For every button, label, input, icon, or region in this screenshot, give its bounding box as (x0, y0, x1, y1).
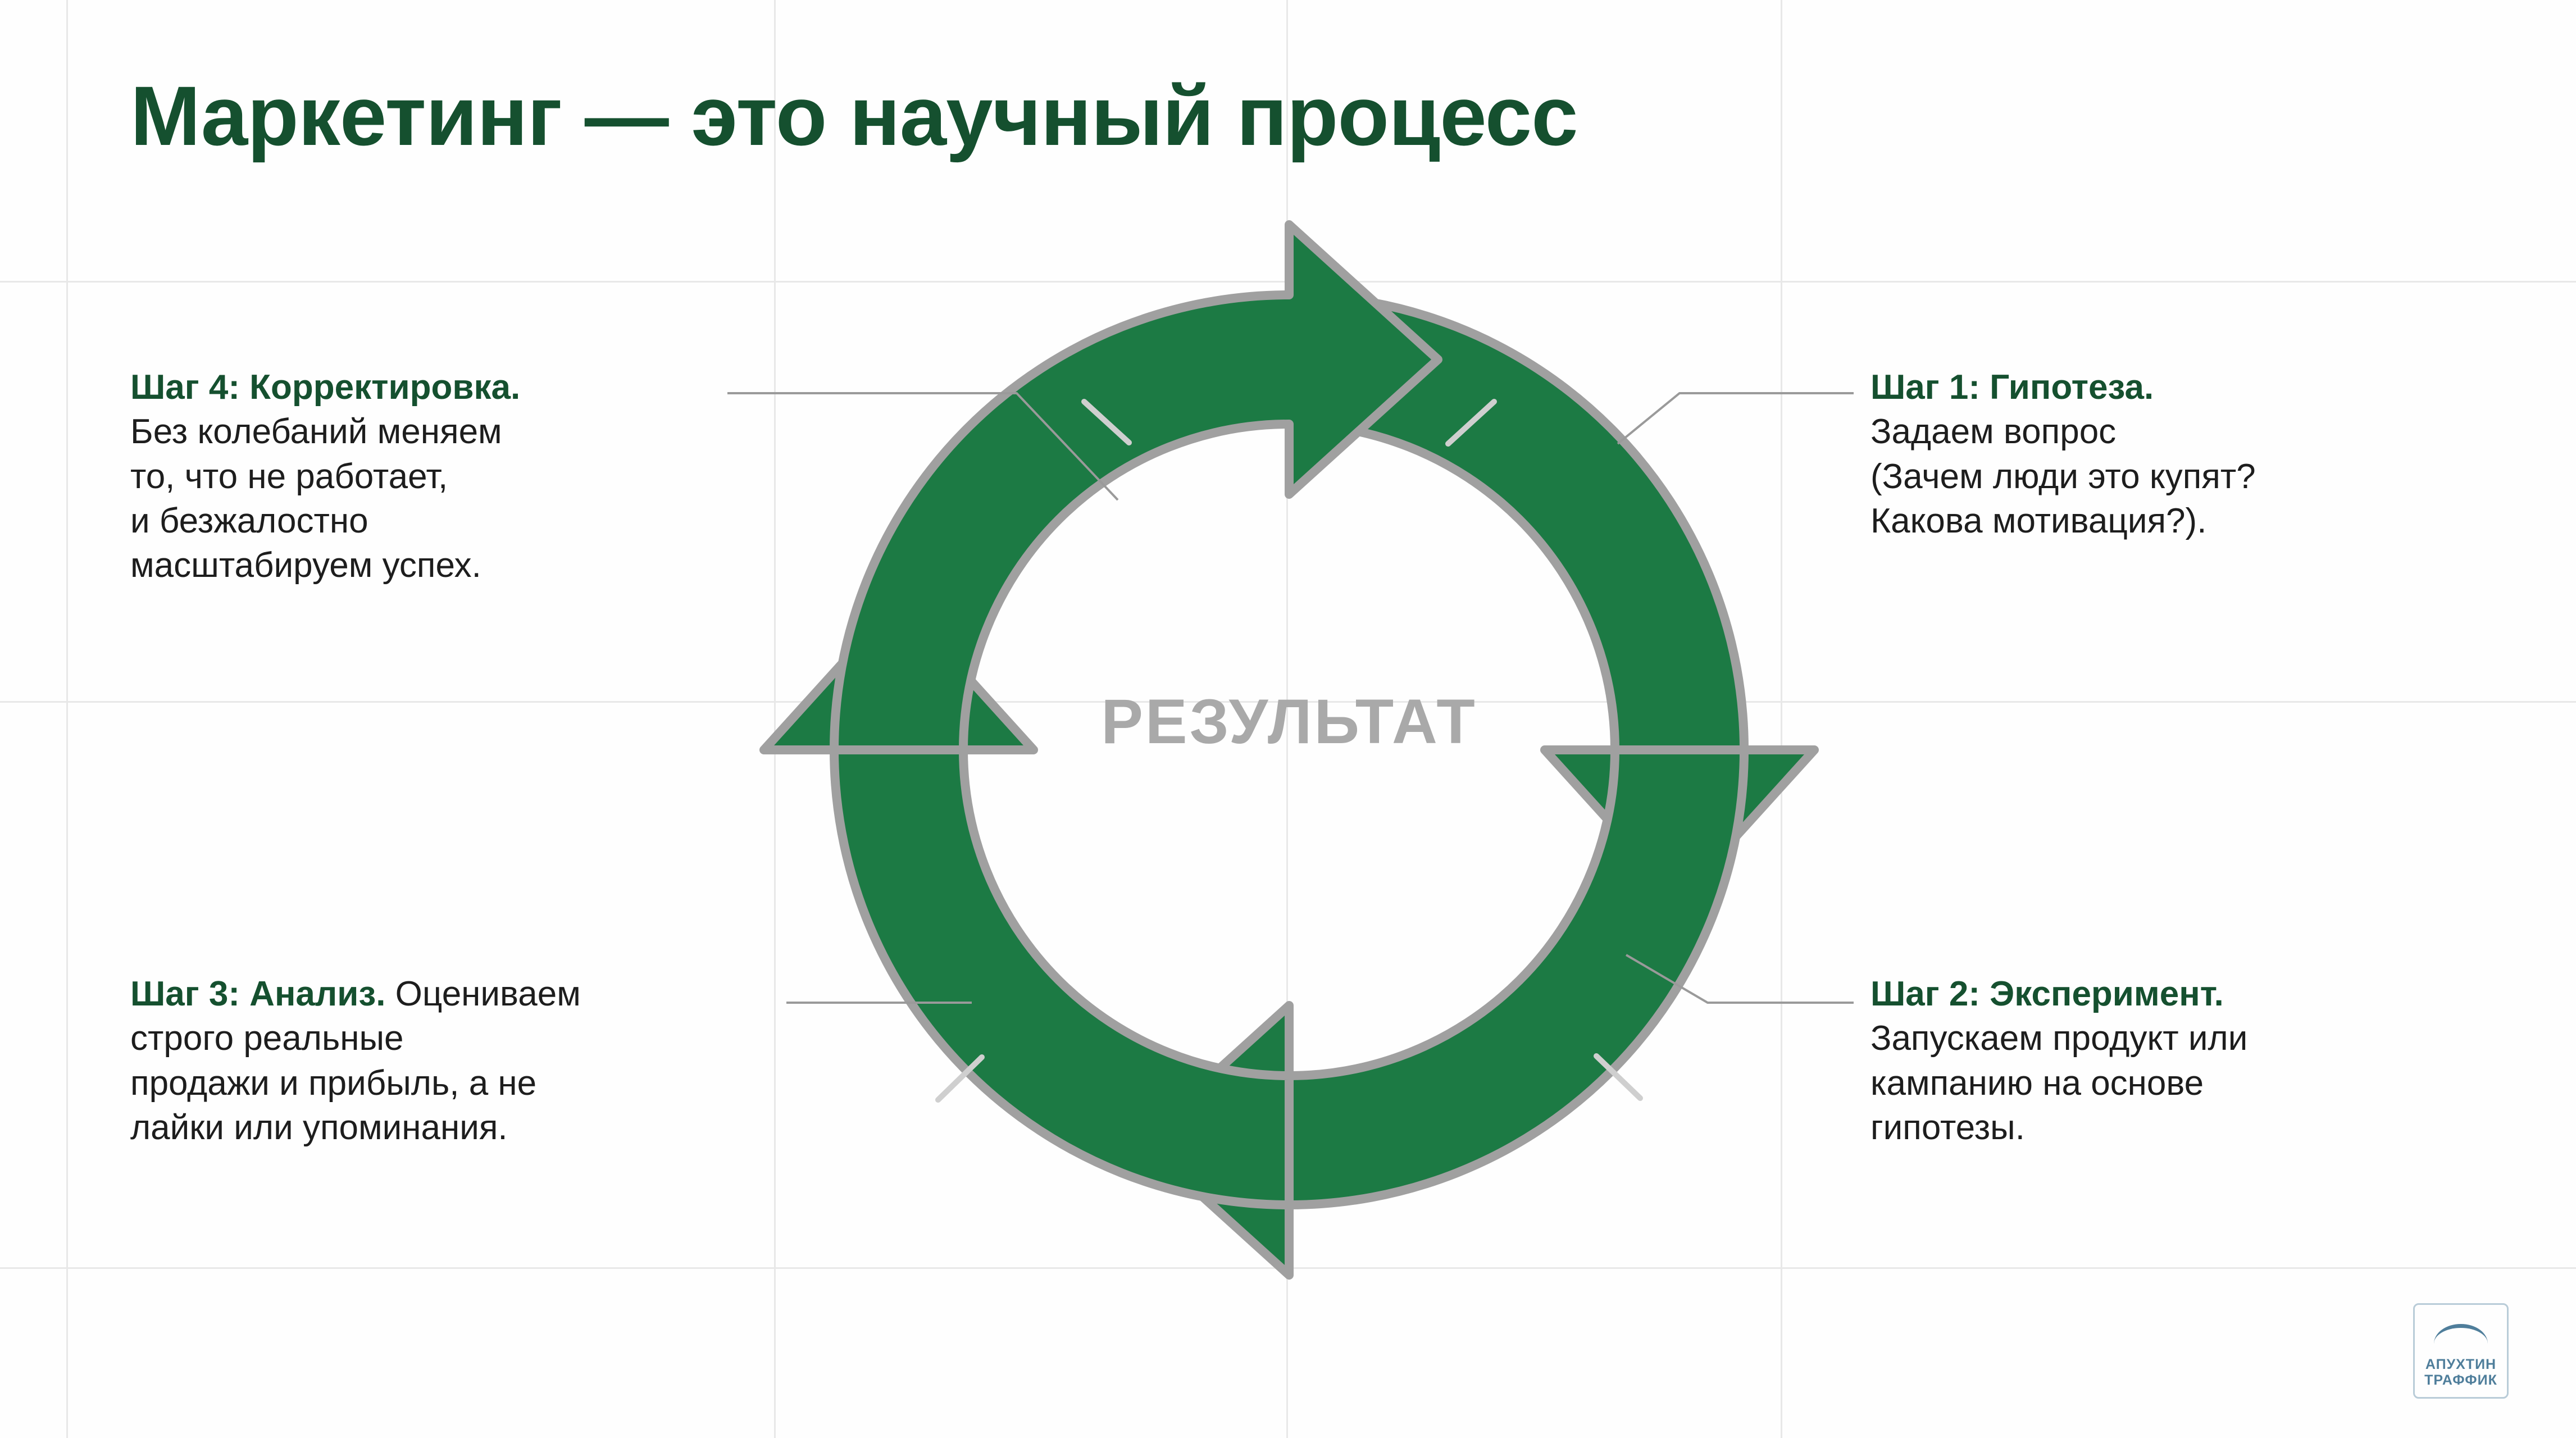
step-2-heading: Шаг 2: Эксперимент. (1870, 975, 2224, 1013)
step-2-line: Запускаем продукт или (1870, 1019, 2248, 1058)
step-4-line: то, что не работает, (130, 457, 448, 496)
step-3-heading: Шаг 3: Анализ. Оцениваем (130, 975, 581, 1013)
step-3-text-block (130, 972, 804, 1150)
step-1-line: Какова мотивация?). (1870, 502, 2207, 541)
step-2-line: кампанию на основе (1870, 1063, 2204, 1103)
center-label: РЕЗУЛЬТАТ (1101, 686, 1477, 757)
logo-line-2: ТРАФФИК (2424, 1372, 2497, 1388)
step-4-heading: Шаг 4: Корректировка. (130, 368, 521, 407)
step-3-line: продажи и прибыль, а не (130, 1063, 537, 1103)
page-title: Маркетинг — это научный процесс (130, 69, 1578, 163)
step-2-line: гипотезы. (1870, 1108, 2025, 1148)
step-3-line: строго реальные (130, 1019, 404, 1058)
grid-line-vertical (66, 0, 68, 1438)
step-1-heading: Шаг 1: Гипотеза. (1870, 368, 2154, 407)
logo-line-1: АПУХТИН (2425, 1357, 2497, 1372)
step-2-text-block (1870, 972, 2488, 1150)
step-4-line: масштабируем успех. (130, 546, 481, 585)
step-4-text-block (130, 365, 748, 588)
brand-logo (2413, 1303, 2509, 1399)
step-4-line: и безжалостно (130, 502, 368, 541)
swoosh-icon (2434, 1324, 2488, 1351)
step-3-line: лайки или упоминания. (130, 1108, 508, 1148)
step-4-line: Без колебаний меняем (130, 412, 502, 452)
step-3-inline-text: Оцениваем (385, 975, 581, 1013)
step-1-text-block (1870, 365, 2516, 543)
step-1-line: Задаем вопрос (1870, 412, 2117, 452)
step-1-line: (Зачем люди это купят? (1870, 457, 2256, 496)
